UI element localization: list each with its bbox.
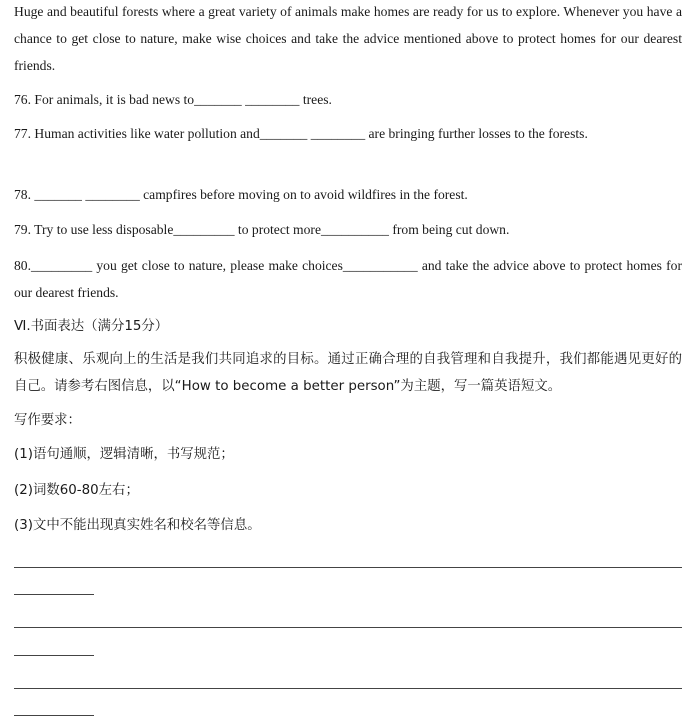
answer-line (14, 655, 94, 656)
writing-prompt: 积极健康、乐观向上的生活是我们共同追求的目标。通过正确合理的自我管理和自我提升，我们都能遇见更好的自己。请参考右图信息，以“How to become a better person”为主题，写一篇英语短文。 (14, 352, 682, 394)
requirement-2: (2)词数60-80左右； (14, 483, 139, 498)
passage-closing-paragraph: Huge and beautiful forests where a great variety of animals make homes are ready for us to explore. Whenever you have a chance to get close to nature, make wise choices and take the advice mentioned above to protect homes for our dearest friends. (14, 4, 682, 73)
answer-line (14, 715, 94, 716)
question-78: 78. _______ ________ campfires before moving on to avoid wildfires in the forest. (14, 187, 468, 202)
answer-line (14, 567, 682, 568)
question-79: 79. Try to use less disposable_________ to protect more__________ from being cut down. (14, 222, 510, 237)
answer-line (14, 688, 682, 689)
question-77: 77. Human activities like water pollution and_______ ________ are bringing further losses to the forests. (14, 126, 588, 141)
requirement-3: (3)文中不能出现真实姓名和校名等信息。 (14, 518, 261, 533)
question-76: 76. For animals, it is bad news to_______ ________ trees. (14, 92, 332, 107)
writing-section-heading: Ⅵ.书面表达（满分15分） (14, 319, 169, 334)
requirement-1: (1)语句通顺，逻辑清晰，书写规范； (14, 447, 234, 462)
question-80: 80._________ you get close to nature, please make choices___________ and take the advice above to protect homes for our dearest friends. (14, 258, 682, 300)
answer-line (14, 594, 94, 595)
requirements-label: 写作要求： (14, 413, 81, 428)
answer-line (14, 627, 682, 628)
